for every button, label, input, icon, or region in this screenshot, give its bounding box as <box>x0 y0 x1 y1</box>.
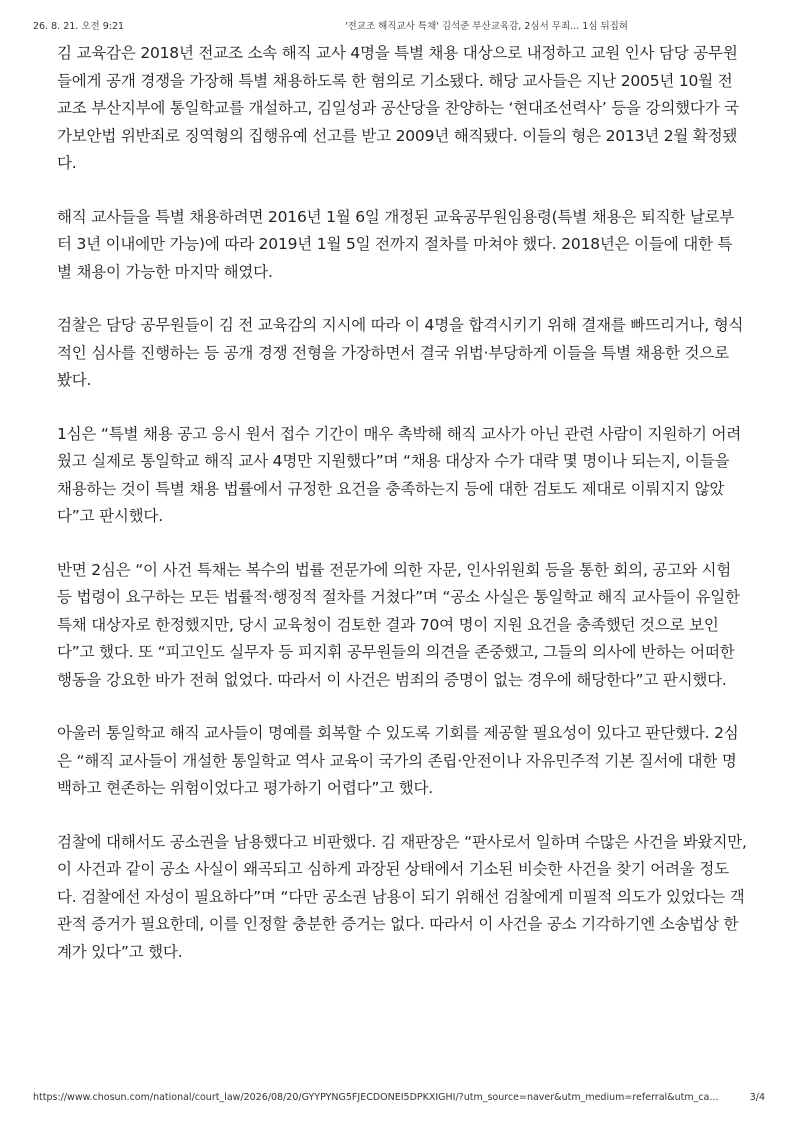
print-footer <box>33 1092 765 1106</box>
print-page-title: '전교조 해직교사 특채' 김석준 부산교육감, 2심서 무죄... 1심 뒤집혀 <box>345 21 628 32</box>
print-source-url: https://www.chosun.com/national/court_law/2026/08/20/GYYPYNG5FJECDONEI5DPKXIGHI/?utm_source=naver&utm_medium=referral&utm_ca... <box>33 1092 719 1103</box>
article-paragraph: 반면 2심은 “이 사건 특채는 복수의 법률 전문가에 의한 자문, 인사위원회 등을 통한 회의, 공고와 시험 등 법령이 요구하는 모든 법률적·행정적 절차를 거쳤다”며 “공소 사실은 통일학교 해직 교사들이 유일한 특채 대상자로 한정했지만, 당시 교육청이 검토한 결과 70여 명이 지원 요건을 충족했던 것으로 보인다”고 했다. 또 “피고인도 실무자 등 피지휘 공무원들의 의견을 존중했고, 그들의 의사에 반하는 어떠한 행동을 강요한 바가 전혀 없었다. 따라서 이 사건은 범죄의 증명이 없는 경우에 해당한다”고 판시했다. <box>57 560 740 689</box>
print-header <box>33 18 768 32</box>
print-page-number: 3/4 <box>749 1092 765 1103</box>
article-paragraph: 해직 교사들을 특별 채용하려면 2016년 1월 6일 개정된 교육공무원임용령(특별 채용은 퇴직한 날로부터 3년 이내에만 가능)에 따라 2019년 1월 5일 전까지 절차를 마쳐야 했다. 2018년은 이들에 대한 특별 채용이 가능한 마지막 해였다. <box>57 207 735 281</box>
article-paragraph: 검찰은 담당 공무원들이 김 전 교육감의 지시에 따라 이 4명을 합격시키기 위해 결재를 빠뜨리거나, 형식적인 심사를 진행하는 등 공개 경쟁 전형을 가장하면서 결국 위법·부당하게 이들을 특별 채용한 것으로 봤다. <box>57 316 744 389</box>
article-paragraph: 검찰에 대해서도 공소권을 남용했다고 비판했다. 김 재판장은 “판사로서 일하며 수많은 사건을 봐왔지만, 이 사건과 같이 공소 사실이 왜곡되고 심하게 과장된 상태에서 기소된 비슷한 사건을 찾기 어려울 정도다. 검찰에선 자성이 필요하다”며 “다만 공소권 남용이 되기 위해선 검찰에게 미필적 의도가 있었다는 객관적 증거가 필요한데, 이를 인정할 충분한 증거는 없다. 따라서 이 사건을 공소 기각하기엔 소송법상 한계가 있다”고 했다. <box>57 832 747 961</box>
print-datetime: 26. 8. 21. 오전 9:21 <box>33 21 125 32</box>
article-paragraph: 아울러 통일학교 해직 교사들이 명예를 회복할 수 있도록 기회를 제공할 필요성이 있다고 판단했다. 2심은 “해직 교사들이 개설한 통일학교 역사 교육이 국가의 존립·안전이나 자유민주적 기본 질서에 대한 명백하고 현존하는 위험이었다고 평가하기 어렵다”고 했다. <box>57 724 739 797</box>
article-body <box>57 40 747 966</box>
article-paragraph: 김 교육감은 2018년 전교조 소속 해직 교사 4명을 특별 채용 대상으로 내정하고 교원 인사 담당 공무원들에게 공개 경쟁을 가장해 특별 채용하도록 한 혐의로 기소됐다. 해당 교사들은 지난 2005년 10월 전교조 부산지부에 통일학교를 개설하고, 김일성과 공산당을 찬양하는 ‘현대조선력사’ 등을 강의했다가 국가보안법 위반죄로 징역형의 집행유예 선고를 받고 2009년 해직됐다. 이들의 형은 2013년 2월 확정됐다. <box>57 44 739 172</box>
article-paragraph: 1심은 “특별 채용 공고 응시 원서 접수 기간이 매우 촉박해 해직 교사가 아닌 관련 사람이 지원하기 어려웠고 실제로 통일학교 해직 교사 4명만 지원했다”며 “채용 대상자 수가 대략 몇 명이나 되는지, 이들을 채용하는 것이 특별 채용 법률에서 규정한 요건을 충족하는지 등에 대한 검토도 제대로 이뤄지지 않았다”고 판시했다. <box>57 424 742 525</box>
